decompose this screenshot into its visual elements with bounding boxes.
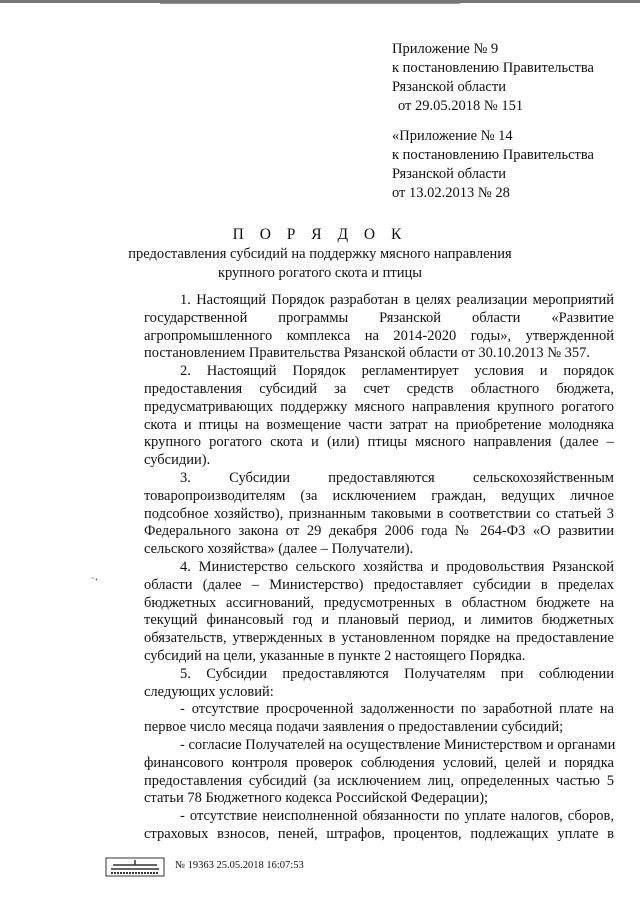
text-line: агропромышленного комплекса на 2014-2020 годы», утвержденной — [144, 327, 614, 344]
text-line: текущий финансовый год и плановый период, и лимитов бюджетных — [144, 612, 614, 629]
text-line: субсидии). — [144, 452, 211, 469]
scan-top-border — [160, 3, 460, 4]
text-line: - отсутствие неисполненной обязанности по уплате налогов, сборов, — [180, 808, 614, 825]
text-line: подсобное хозяйство), признанным таковыми в соответствии со статьей 3 — [144, 505, 614, 522]
paragraph — [108, 666, 614, 702]
text-line: предоставления субсидий (за исключением лиц, определенных частью 5 — [144, 772, 614, 789]
text-line: страховых взносов, пеней, штрафов, процентов, подлежащих уплате в — [144, 825, 614, 842]
subtitle-line: крупного рогатого скота и птицы — [217, 265, 423, 281]
registration-number: № 19363 25.05.2018 16:07:53 — [175, 860, 304, 871]
registry-stamp-icon — [105, 857, 165, 877]
text-line: сельского хозяйства» (далее – Получатели). — [144, 541, 414, 558]
appendix-line: «Приложение № 14 — [392, 128, 513, 144]
text-line: постановлением Правительства Рязанской области от 30.10.2013 № 357. — [144, 345, 591, 362]
text-line: - отсутствие просроченной задолженности по заработной плате на — [180, 701, 614, 718]
appendix-line: к постановлению Правительства — [392, 60, 594, 76]
document-body — [108, 292, 614, 844]
text-line: государственной программы Рязанской области «Развитие — [144, 309, 614, 326]
paragraph — [108, 559, 614, 666]
text-line: Федерального закона от 29 декабря 2006 года № 264-ФЗ «О развитии — [144, 523, 614, 540]
text-line: первое число месяца подачи заявления о предоставлении субсидий; — [144, 719, 564, 736]
text-line: 5. Субсидии предоставляются Получателям при соблюдении — [180, 665, 614, 682]
text-line: следующих условий: — [144, 683, 274, 700]
text-line: 1. Настоящий Порядок разработан в целях реализации мероприятий — [180, 292, 614, 308]
text-line: - согласие Получателей на осуществление Министерством и органами — [180, 736, 616, 753]
appendix-date: от 13.02.2013 № 28 — [392, 185, 510, 201]
text-line: предоставления субсидий за счет средств областного бюджета, — [144, 380, 614, 397]
appendix-line: Рязанской области — [392, 166, 506, 182]
appendix-line: Рязанской области — [392, 79, 506, 95]
document-subtitle — [0, 245, 640, 283]
margin-mark: `‘ — [91, 576, 99, 588]
document-title: П О Р Я Д О К — [232, 226, 408, 243]
appendix-header-14 — [392, 127, 594, 203]
paragraph — [108, 363, 614, 470]
paragraph — [108, 292, 614, 363]
subtitle-line: предоставления субсидий на поддержку мясного направления — [128, 246, 512, 262]
paragraph — [108, 808, 614, 844]
text-line: области (далее – Министерство) предоставляет субсидии в пределах — [144, 576, 614, 593]
paragraph — [108, 701, 614, 737]
text-line: 3. Субсидии предоставляются сельскохозяйственным — [180, 469, 614, 486]
text-line: предусматривающих поддержку мясного направления крупного рогатого — [144, 398, 614, 415]
text-line: товаропроизводителям (за исключением граждан, ведущих личное — [144, 487, 614, 504]
appendix-line: Приложение № 9 — [392, 41, 499, 57]
text-line: 2. Настоящий Порядок регламентирует условия и порядок — [180, 363, 614, 380]
text-line: обязательств, утвержденных в установленном порядке на предоставление — [144, 630, 614, 647]
text-line: 4. Министерство сельского хозяйства и продовольствия Рязанской — [180, 558, 614, 575]
appendix-header-9 — [392, 40, 594, 116]
text-line: скота и птицы на возмещение части затрат на приобретение молодняка — [144, 416, 614, 433]
paragraph — [108, 470, 614, 559]
text-line: крупного рогатого скота и (или) птицы мясного направления (далее – — [144, 434, 614, 451]
appendix-date: от 29.05.2018 № 151 — [398, 98, 524, 114]
text-line: статьи 78 Бюджетного кодекса Российской Федерации); — [144, 790, 489, 807]
footer-registration — [105, 857, 365, 879]
text-line: субсидий на цели, указанные в пункте 2 настоящего Порядка. — [144, 647, 526, 664]
appendix-line: к постановлению Правительства — [392, 147, 594, 163]
text-line: бюджетных ассигнований, предусмотренных в областном бюджете на — [144, 594, 614, 611]
text-line: финансового контроля проверок соблюдения условий, целей и порядка — [144, 754, 614, 771]
paragraph — [108, 737, 614, 808]
